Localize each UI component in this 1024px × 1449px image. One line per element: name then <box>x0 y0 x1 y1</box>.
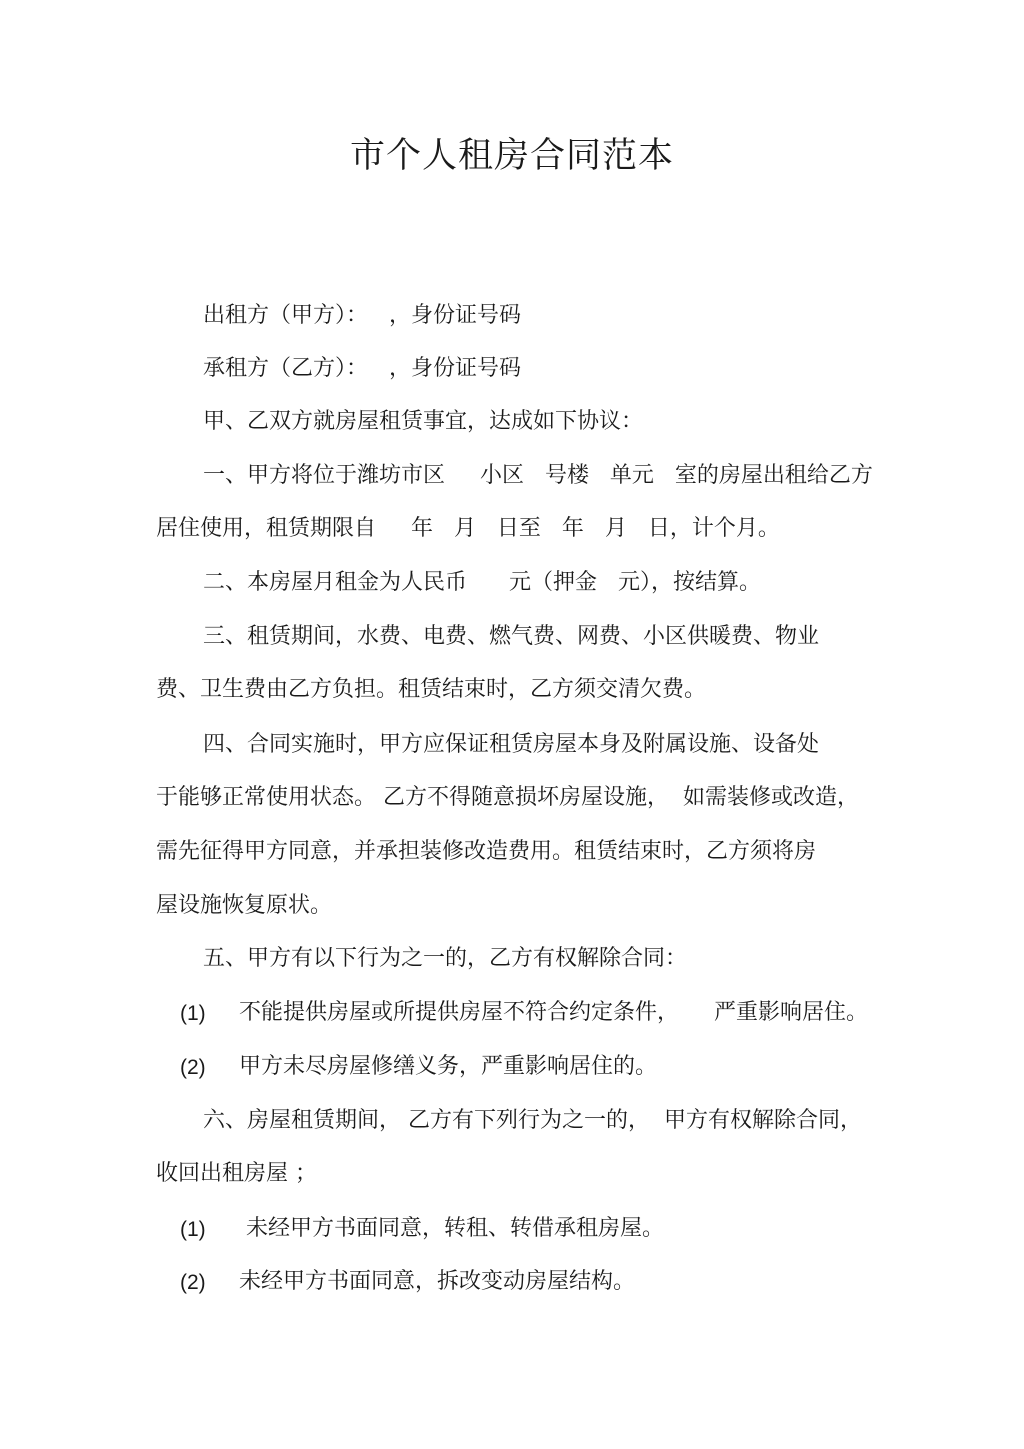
clause-6-item-number: (1) <box>180 1218 206 1241</box>
clause-6-line-2: 收回出租房屋 ； <box>156 1161 317 1186</box>
clause-5-item-number: (1) <box>180 1002 206 1025</box>
clause-1-line-2: 居住使用，租赁期限自 年 月 日至 年 月 日，计个月。 <box>156 516 780 541</box>
lessor-line: 出租方（甲方）： ，身份证号码 <box>203 303 521 328</box>
clause-6-line-1: 六、房屋租赁期间， 乙方有下列行为之一的， 甲方有权解除合同， <box>203 1108 862 1133</box>
clause-6-item-text: 未经甲方书面同意，拆改变动房屋结构。 <box>239 1269 636 1294</box>
clause-6-item-text: 未经甲方书面同意，转租、转借承租房屋。 <box>239 1216 664 1241</box>
clause-4-line-4: 屋设施恢复原状。 <box>156 893 333 918</box>
agreement-intro: 甲、乙双方就房屋租赁事宜，达成如下协议： <box>203 409 644 434</box>
document-title: 市个人租房合同范本 <box>349 136 674 176</box>
clause-2: 二、本房屋月租金为人民币 元（押金 元），按结算。 <box>203 570 761 595</box>
clause-4-line-2: 于能够正常使用状态。 乙方不得随意损坏房屋设施， 如需装修或改造， <box>156 785 859 810</box>
clause-3-line-1: 三、租赁期间，水费、电费、燃气费、网费、小区供暖费、物业 <box>203 624 820 649</box>
clause-5-item-text: 不能提供房屋或所提供房屋不符合约定条件， 严重影响居住。 <box>239 1000 868 1025</box>
lessee-line: 承租方（乙方）： ，身份证号码 <box>203 356 521 381</box>
clause-5-heading: 五、甲方有以下行为之一的，乙方有权解除合同： <box>203 946 688 971</box>
clause-3-line-2: 费、卫生费由乙方负担。租赁结束时，乙方须交清欠费。 <box>156 677 707 702</box>
clause-4-line-1: 四、合同实施时，甲方应保证租赁房屋本身及附属设施、设备处 <box>203 732 820 757</box>
clause-5-item-number: (2) <box>180 1056 206 1079</box>
clause-6-item-number: (2) <box>180 1271 206 1294</box>
clause-1-line-1: 一、甲方将位于潍坊市区 小区 号楼 单元 室的房屋出租给乙方 <box>203 463 873 488</box>
clause-5-item-text: 甲方未尽房屋修缮义务，严重影响居住的。 <box>239 1054 658 1079</box>
clause-4-line-3: 需先征得甲方同意，并承担装修改造费用。租赁结束时，乙方须将房 <box>156 839 817 864</box>
